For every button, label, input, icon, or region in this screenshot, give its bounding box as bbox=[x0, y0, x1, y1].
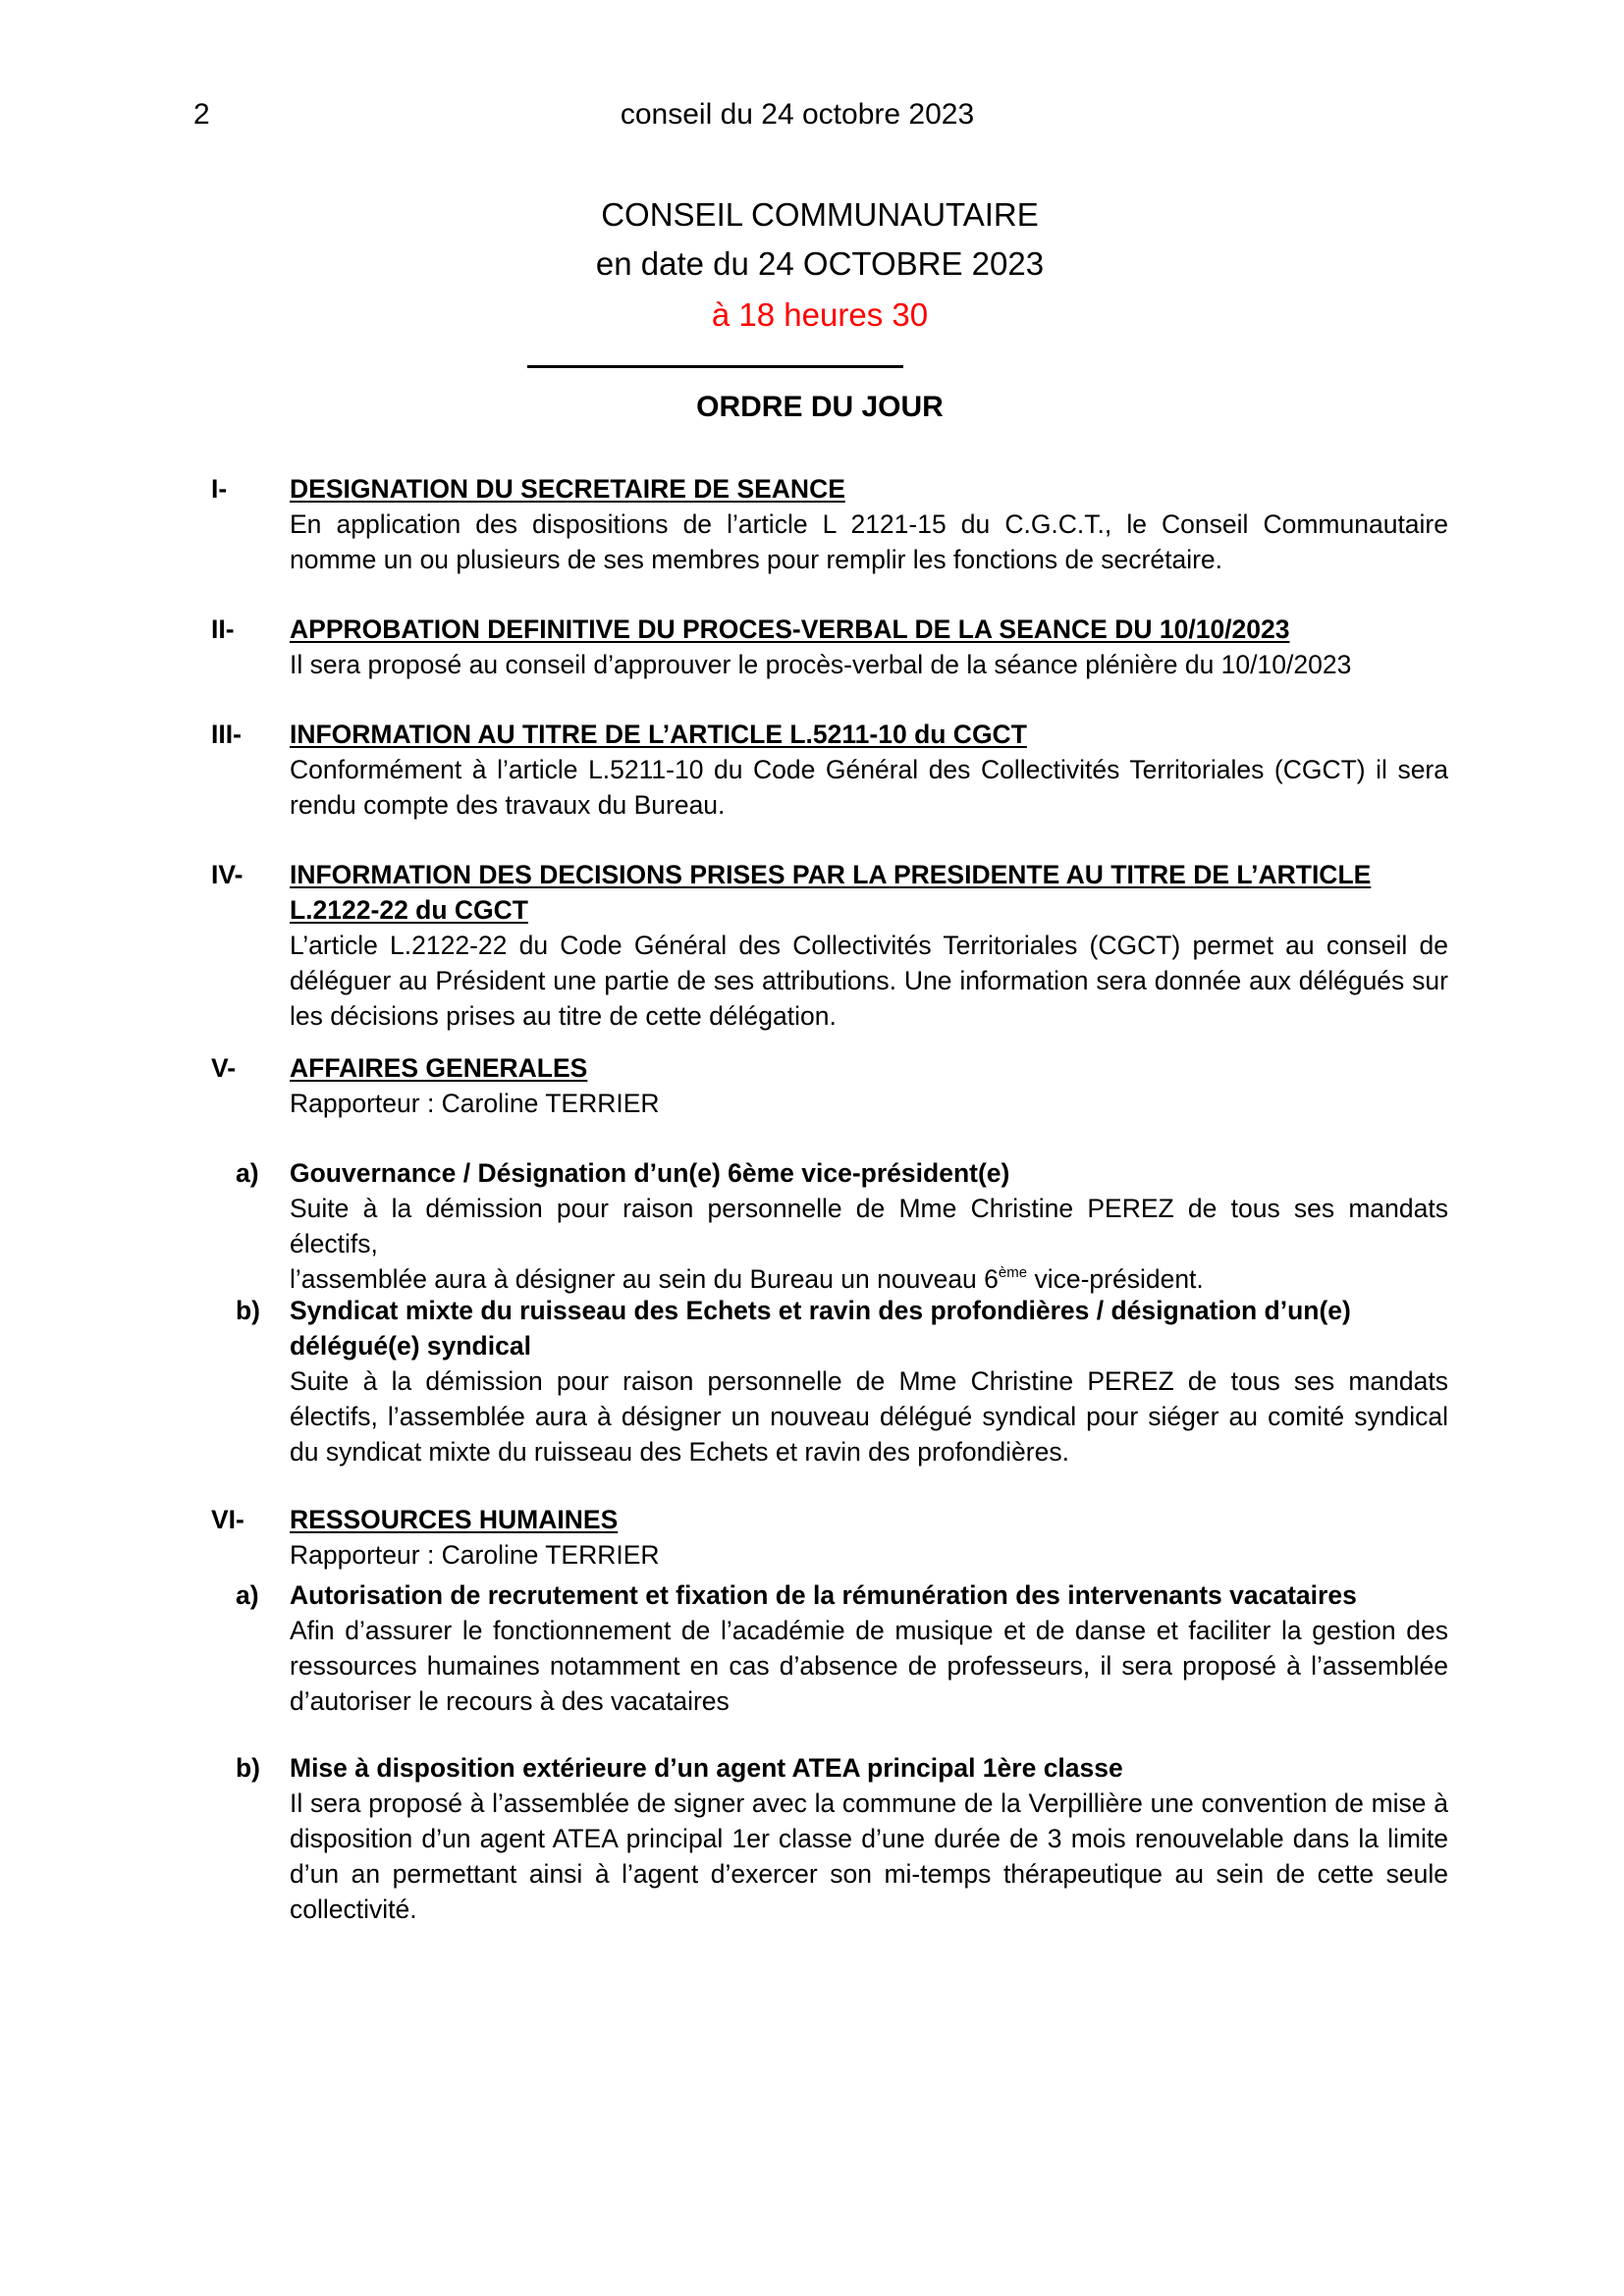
subitem-letter: b) bbox=[236, 1296, 261, 1325]
section-numeral: I- bbox=[211, 474, 228, 504]
agenda-section-4 bbox=[211, 857, 1448, 1034]
section-rapporteur: Rapporteur : Caroline TERRIER bbox=[290, 1540, 660, 1570]
agenda-section-6 bbox=[211, 1502, 1448, 1573]
subitem-letter: b) bbox=[236, 1753, 261, 1783]
agenda-section-1 bbox=[211, 471, 1448, 577]
council-title: CONSEIL COMMUNAUTAIRE bbox=[601, 196, 1039, 233]
subitem-body: Il sera proposé à l’assemblée de signer avec la commune de la Verpillière une convention de mise à disposition d’un agent ATEA principal 1er classe d’une durée de 3 mois renouvelable dans la limite d’un an permettant ainsi à l’agent d’exercer son mi-temps thérapeutique au sein de cette seule collectivité. bbox=[290, 1789, 1448, 1924]
body-text: vice-président. bbox=[1027, 1264, 1204, 1294]
section-title: AFFAIRES GENERALES bbox=[290, 1053, 588, 1083]
title-divider bbox=[527, 365, 903, 368]
superscript: ème bbox=[998, 1264, 1028, 1281]
agenda-section-5 bbox=[211, 1050, 1448, 1121]
section-body: En application des dispositions de l’article L 2121-15 du C.G.C.T., le Conseil Communautaire nomme un ou plusieurs de ses membres pour remplir les fonctions de secrétaire. bbox=[290, 509, 1448, 574]
agenda-section-2 bbox=[211, 612, 1448, 682]
subitem-letter: a) bbox=[236, 1158, 259, 1188]
subitem-body-line: Suite à la démission pour raison personnelle de Mme Christine PEREZ de tous ses mandats électifs, bbox=[290, 1194, 1448, 1258]
subitem-title: Mise à disposition extérieure d’un agent ATEA principal 1ère classe bbox=[290, 1753, 1123, 1783]
agenda-subitem-5b bbox=[236, 1293, 1448, 1469]
section-title: INFORMATION AU TITRE DE L’ARTICLE L.5211-10 du CGCT bbox=[290, 720, 1027, 749]
agenda-subitem-5a bbox=[236, 1155, 1448, 1297]
section-body: Conformément à l’article L.5211-10 du Code Général des Collectivités Territoriales (CGCT) il sera rendu compte des travaux du Bureau. bbox=[290, 755, 1448, 820]
subitem-body bbox=[290, 1191, 1448, 1297]
running-header: conseil du 24 octobre 2023 bbox=[620, 98, 975, 131]
agenda-subitem-6b bbox=[236, 1750, 1448, 1927]
body-text: l’assemblée aura à désigner au sein du Bureau un nouveau 6 bbox=[290, 1264, 999, 1294]
subitem-body: Afin d’assurer le fonctionnement de l’académie de musique et de danse et faciliter la gestion des ressources humaines notamment en cas d’absence de professeurs, il sera proposé à l’assemblée d’autoriser le recours à des vacataires bbox=[290, 1616, 1448, 1716]
subitem-letter: a) bbox=[236, 1580, 259, 1610]
section-numeral: V- bbox=[211, 1053, 237, 1083]
section-body: Il sera proposé au conseil d’approuver le procès-verbal de la séance plénière du 10/10/2023 bbox=[290, 650, 1352, 679]
agenda-subitem-6a bbox=[236, 1577, 1448, 1719]
council-date: en date du 24 OCTOBRE 2023 bbox=[595, 245, 1045, 282]
subitem-title: Autorisation de recrutement et fixation de la rémunération des intervenants vacataires bbox=[290, 1580, 1357, 1610]
agenda-heading: ORDRE DU JOUR bbox=[696, 391, 944, 423]
council-time: à 18 heures 30 bbox=[711, 296, 929, 333]
section-body: L’article L.2122-22 du Code Général des Collectivités Territoriales (CGCT) permet au conseil de déléguer au Président une partie de ses attributions. Une information sera donnée aux délégués sur les décisions prises au titre de cette délégation. bbox=[290, 931, 1448, 1031]
section-numeral: III- bbox=[211, 720, 242, 749]
subitem-body-line bbox=[290, 1261, 1448, 1297]
subitem-title: Gouvernance / Désignation d’un(e) 6ème vice-président(e) bbox=[290, 1158, 1010, 1188]
section-rapporteur: Rapporteur : Caroline TERRIER bbox=[290, 1089, 660, 1118]
page-number: 2 bbox=[193, 98, 210, 131]
section-numeral: IV- bbox=[211, 860, 244, 889]
section-numeral: II- bbox=[211, 614, 235, 644]
section-title: INFORMATION DES DECISIONS PRISES PAR LA PRESIDENTE AU TITRE DE L’ARTICLE L.2122-22 du CGCT bbox=[290, 860, 1372, 925]
subitem-title: Syndicat mixte du ruisseau des Echets et ravin des profondières / désignation d’un(e) délégué(e) syndical bbox=[290, 1296, 1351, 1361]
section-title: APPROBATION DEFINITIVE DU PROCES-VERBAL DE LA SEANCE DU 10/10/2023 bbox=[290, 614, 1290, 644]
section-numeral: VI- bbox=[211, 1505, 244, 1534]
agenda-section-3 bbox=[211, 717, 1448, 823]
section-title: RESSOURCES HUMAINES bbox=[290, 1505, 619, 1534]
section-title: DESIGNATION DU SECRETAIRE DE SEANCE bbox=[290, 474, 845, 504]
subitem-body: Suite à la démission pour raison personnelle de Mme Christine PEREZ de tous ses mandats électifs, l’assemblée aura à désigner un nouveau délégué syndical pour siéger au comité syndical du syndicat mixte du ruisseau des Echets et ravin des profondières. bbox=[290, 1366, 1448, 1467]
